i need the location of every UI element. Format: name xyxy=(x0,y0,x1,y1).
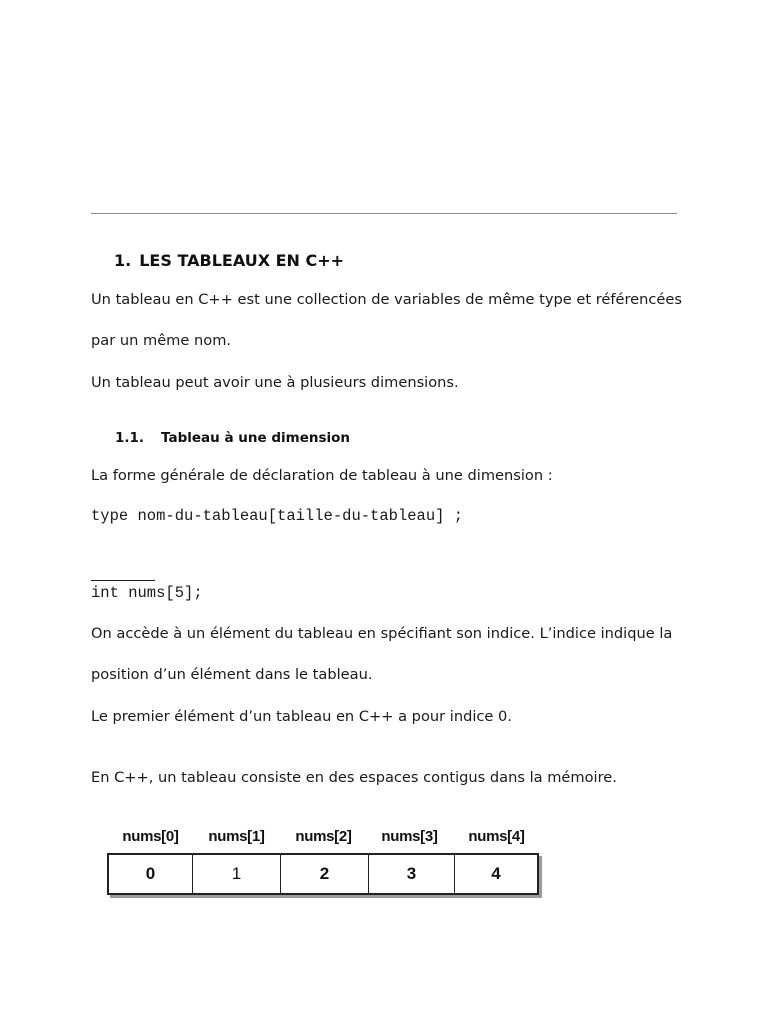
first-index-paragraph: Le premier élément d’un tableau en C++ a pour indice 0. xyxy=(91,708,512,725)
top-horizontal-rule xyxy=(91,213,677,214)
array-index-label: nums[2] xyxy=(295,828,352,845)
array-index-labels xyxy=(107,826,541,850)
array-index-label: nums[1] xyxy=(208,828,265,845)
code-underline xyxy=(91,580,155,581)
subsection-title: Tableau à une dimension xyxy=(161,430,351,446)
memory-paragraph: En C++, un tableau consiste en des espaces contigus dans la mémoire. xyxy=(91,769,617,786)
array-index-label: nums[0] xyxy=(122,828,179,845)
subsection-number: 1.1. xyxy=(115,430,145,446)
intro-paragraph-line1: Un tableau en C++ est une collection de variables de même type et référencées xyxy=(91,291,682,308)
section-number: 1. xyxy=(114,251,132,270)
declaration-syntax: type nom-du-tableau[taille-du-tableau] ; xyxy=(91,507,464,525)
access-paragraph-line2: position d’un élément dans le tableau. xyxy=(91,666,373,683)
declaration-intro: La forme générale de déclaration de tableau à une dimension : xyxy=(91,467,553,484)
array-cell: 1 xyxy=(193,855,281,893)
array-cells xyxy=(107,853,539,895)
section-heading xyxy=(114,251,344,270)
array-cell: 3 xyxy=(369,855,455,893)
array-cell: 4 xyxy=(491,864,501,883)
array-cell: 0 xyxy=(109,855,193,893)
array-cell: 2 xyxy=(281,855,369,893)
subsection-heading xyxy=(115,430,350,446)
dimensions-paragraph: Un tableau peut avoir une à plusieurs dimensions. xyxy=(91,374,459,391)
declaration-example: int nums[5]; xyxy=(91,584,203,602)
access-paragraph-line1: On accède à un élément du tableau en spécifiant son indice. L’indice indique la xyxy=(91,625,673,642)
array-index-label: nums[3] xyxy=(381,828,438,845)
array-index-label: nums[4] xyxy=(468,828,525,845)
section-title: LES TABLEAUX EN C++ xyxy=(139,251,345,270)
array-diagram xyxy=(107,826,543,902)
intro-paragraph-line2: par un même nom. xyxy=(91,332,232,349)
